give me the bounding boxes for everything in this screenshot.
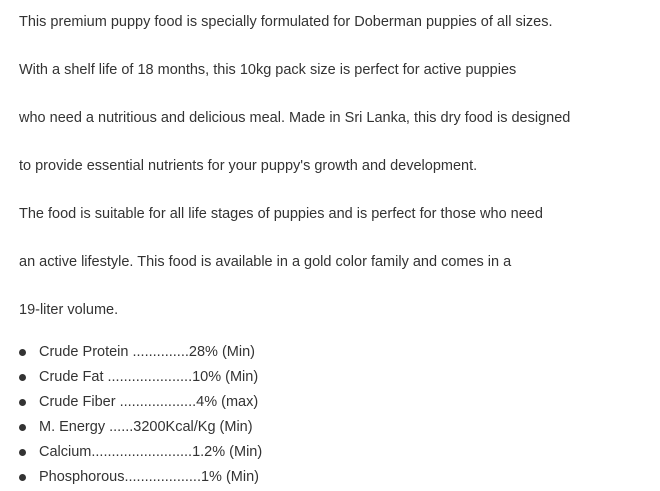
list-item: [19, 415, 649, 440]
nutrient-text: Calcium.........................1.2% (Min): [39, 444, 263, 460]
description-line: The food is suitable for all life stages of puppies and is perfect for those who need: [19, 206, 543, 222]
bullet-icon: [19, 474, 26, 481]
description-line: 19-liter volume.: [19, 302, 119, 318]
nutrient-text: Crude Fat .....................10% (Min): [39, 369, 259, 385]
description-line: who need a nutritious and delicious meal. Made in Sri Lanka, this dry food is designed: [19, 110, 571, 126]
bullet-icon: [19, 349, 26, 356]
bullet-icon: [19, 399, 26, 406]
list-item: [19, 365, 649, 390]
list-item: [19, 340, 649, 365]
nutrient-list: [19, 340, 649, 490]
description-line: an active lifestyle. This food is available in a gold color family and comes in a: [19, 254, 512, 270]
nutrient-text: Crude Protein ..............28% (Min): [39, 344, 255, 360]
list-item: [19, 440, 649, 465]
nutrient-text: Crude Fiber ...................4% (max): [39, 394, 259, 410]
description-line: This premium puppy food is specially formulated for Doberman puppies of all sizes.: [19, 14, 553, 30]
bullet-icon: [19, 449, 26, 456]
bullet-icon: [19, 424, 26, 431]
description-line: With a shelf life of 18 months, this 10kg pack size is perfect for active puppies: [19, 62, 517, 78]
description-line: to provide essential nutrients for your puppy's growth and development.: [19, 158, 478, 174]
product-description: [19, 0, 649, 490]
nutrient-text: M. Energy ......3200Kcal/Kg (Min): [39, 419, 253, 435]
bullet-icon: [19, 374, 26, 381]
list-item: [19, 390, 649, 415]
list-item: [19, 465, 649, 490]
nutrient-text: Phosphorous...................1% (Min): [39, 469, 259, 485]
